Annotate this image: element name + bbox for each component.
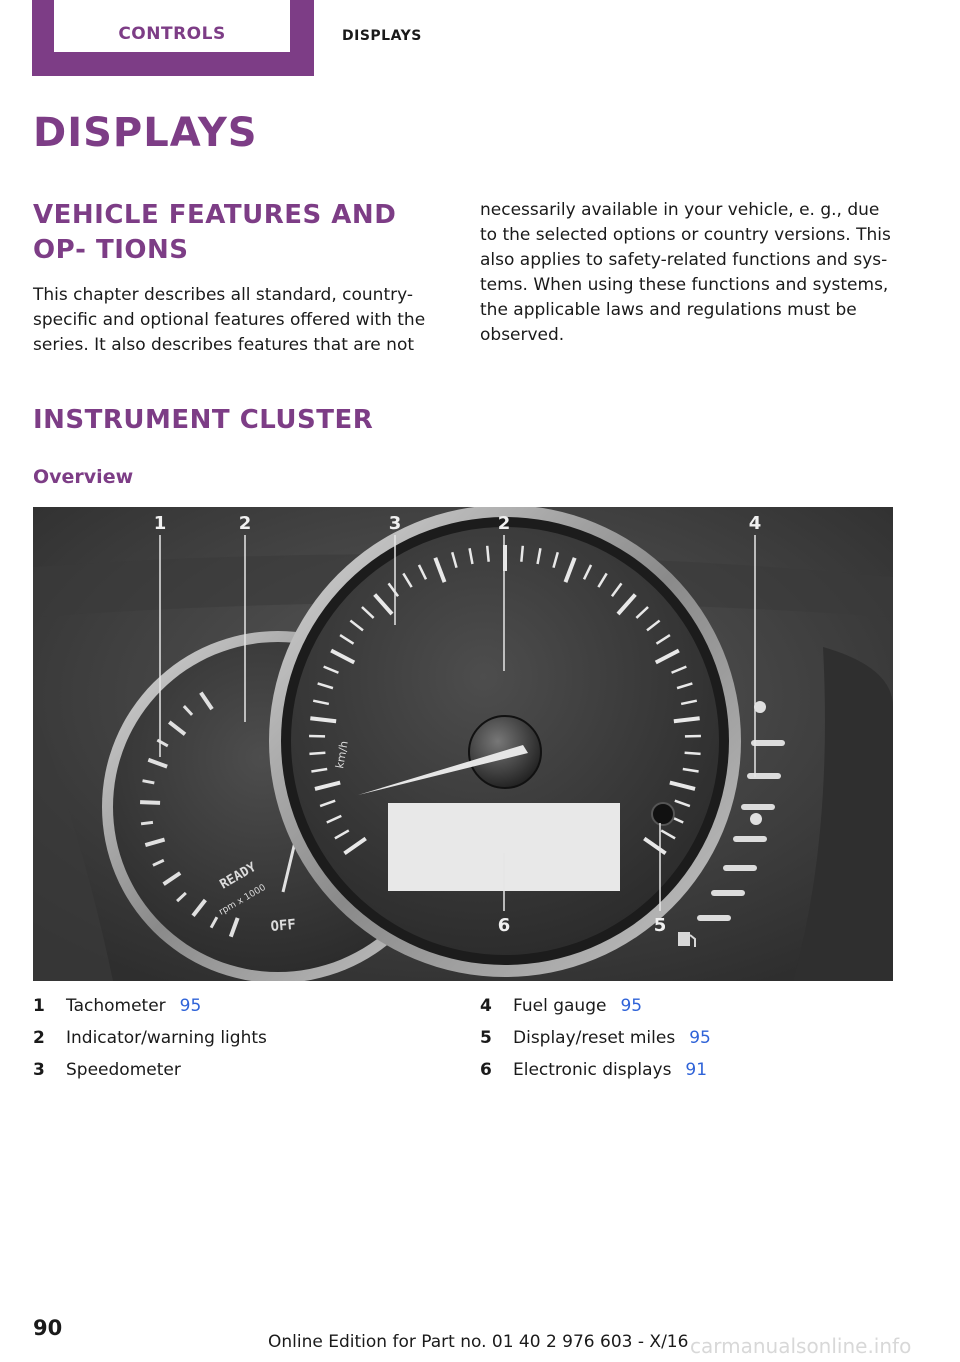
callout-number: 4	[748, 513, 762, 534]
fuel-bar	[741, 804, 775, 810]
callout-number: 3	[388, 513, 402, 534]
fuel-bar	[711, 890, 745, 896]
reset-button	[652, 803, 674, 825]
tachometer-tick	[140, 802, 160, 803]
tachometer-tick	[141, 822, 153, 823]
page-reference-link[interactable]: 95	[689, 1028, 711, 1048]
page-reference-link[interactable]: 91	[685, 1060, 708, 1080]
fuel-bar	[751, 740, 785, 746]
callout-number: 5	[653, 915, 667, 936]
section-heading-instrument-cluster: INSTRUMENT CLUSTER	[33, 405, 374, 435]
header-section-label: CONTROLS	[118, 24, 226, 44]
speedo-kmh-label: km/h	[333, 739, 351, 770]
callout-number: 2	[238, 513, 252, 534]
page-reference-link[interactable]: 95	[620, 996, 643, 1016]
legend-label: Electronic displays	[513, 1060, 672, 1080]
legend-label: Indicator/warning lights	[66, 1028, 267, 1048]
speedometer-tick	[309, 753, 325, 754]
speedometer-tick	[487, 546, 488, 562]
legend-number: 4	[480, 996, 492, 1016]
speedometer-tick	[685, 753, 701, 754]
legend-number: 2	[33, 1028, 45, 1048]
legend-number: 3	[33, 1060, 45, 1080]
header-chapter-label: DISPLAYS	[342, 28, 422, 44]
fuel-bar	[747, 773, 781, 779]
section-heading-vehicle-features: VEHICLE FEATURES AND OP‐ TIONS	[33, 200, 397, 265]
page-number: 90	[33, 1316, 63, 1340]
fuel-bar	[733, 836, 767, 842]
callout-number: 2	[497, 513, 511, 534]
tacho-ready-label: READY	[217, 859, 259, 893]
footer-edition: Online Edition for Part no. 01 40 2 976 603 - X/16	[268, 1332, 689, 1352]
legend-label: Tachometer	[66, 996, 166, 1016]
legend-number: 1	[33, 996, 45, 1016]
legend-number: 5	[480, 1028, 492, 1048]
fuel-bar	[723, 865, 757, 871]
fuel-bar	[697, 915, 731, 921]
speedometer-tick	[521, 546, 522, 562]
instrument-cluster-figure	[33, 507, 893, 981]
legend-number: 6	[480, 1060, 492, 1080]
callout-number: 1	[153, 513, 167, 534]
legend-label: Display/reset miles	[513, 1028, 676, 1048]
page-reference-link[interactable]: 95	[179, 996, 202, 1016]
vehicle-features-paragraph-1: This chapter describes all standard, country-specific and optional features offered with the series. It also describes features that are not	[33, 285, 426, 355]
legend-label: Speedometer	[66, 1060, 181, 1080]
subheading-overview: Overview	[33, 466, 134, 488]
tacho-rpm-label: rpm x 1000	[217, 882, 268, 918]
callout-number: 6	[497, 915, 511, 936]
vehicle-features-paragraph-2: necessarily available in your vehicle, e. g., due to the selected options or country versions. This also applies to safety-related functions and sys‐ tems. When using these functions and systems, the applicable laws and regulations must be observed.	[480, 200, 891, 345]
legend-label: Fuel gauge	[513, 996, 607, 1016]
page-title: DISPLAYS	[33, 110, 258, 156]
watermark: carmanualsonline.info	[690, 1334, 912, 1358]
tacho-off-label: OFF	[269, 916, 297, 935]
